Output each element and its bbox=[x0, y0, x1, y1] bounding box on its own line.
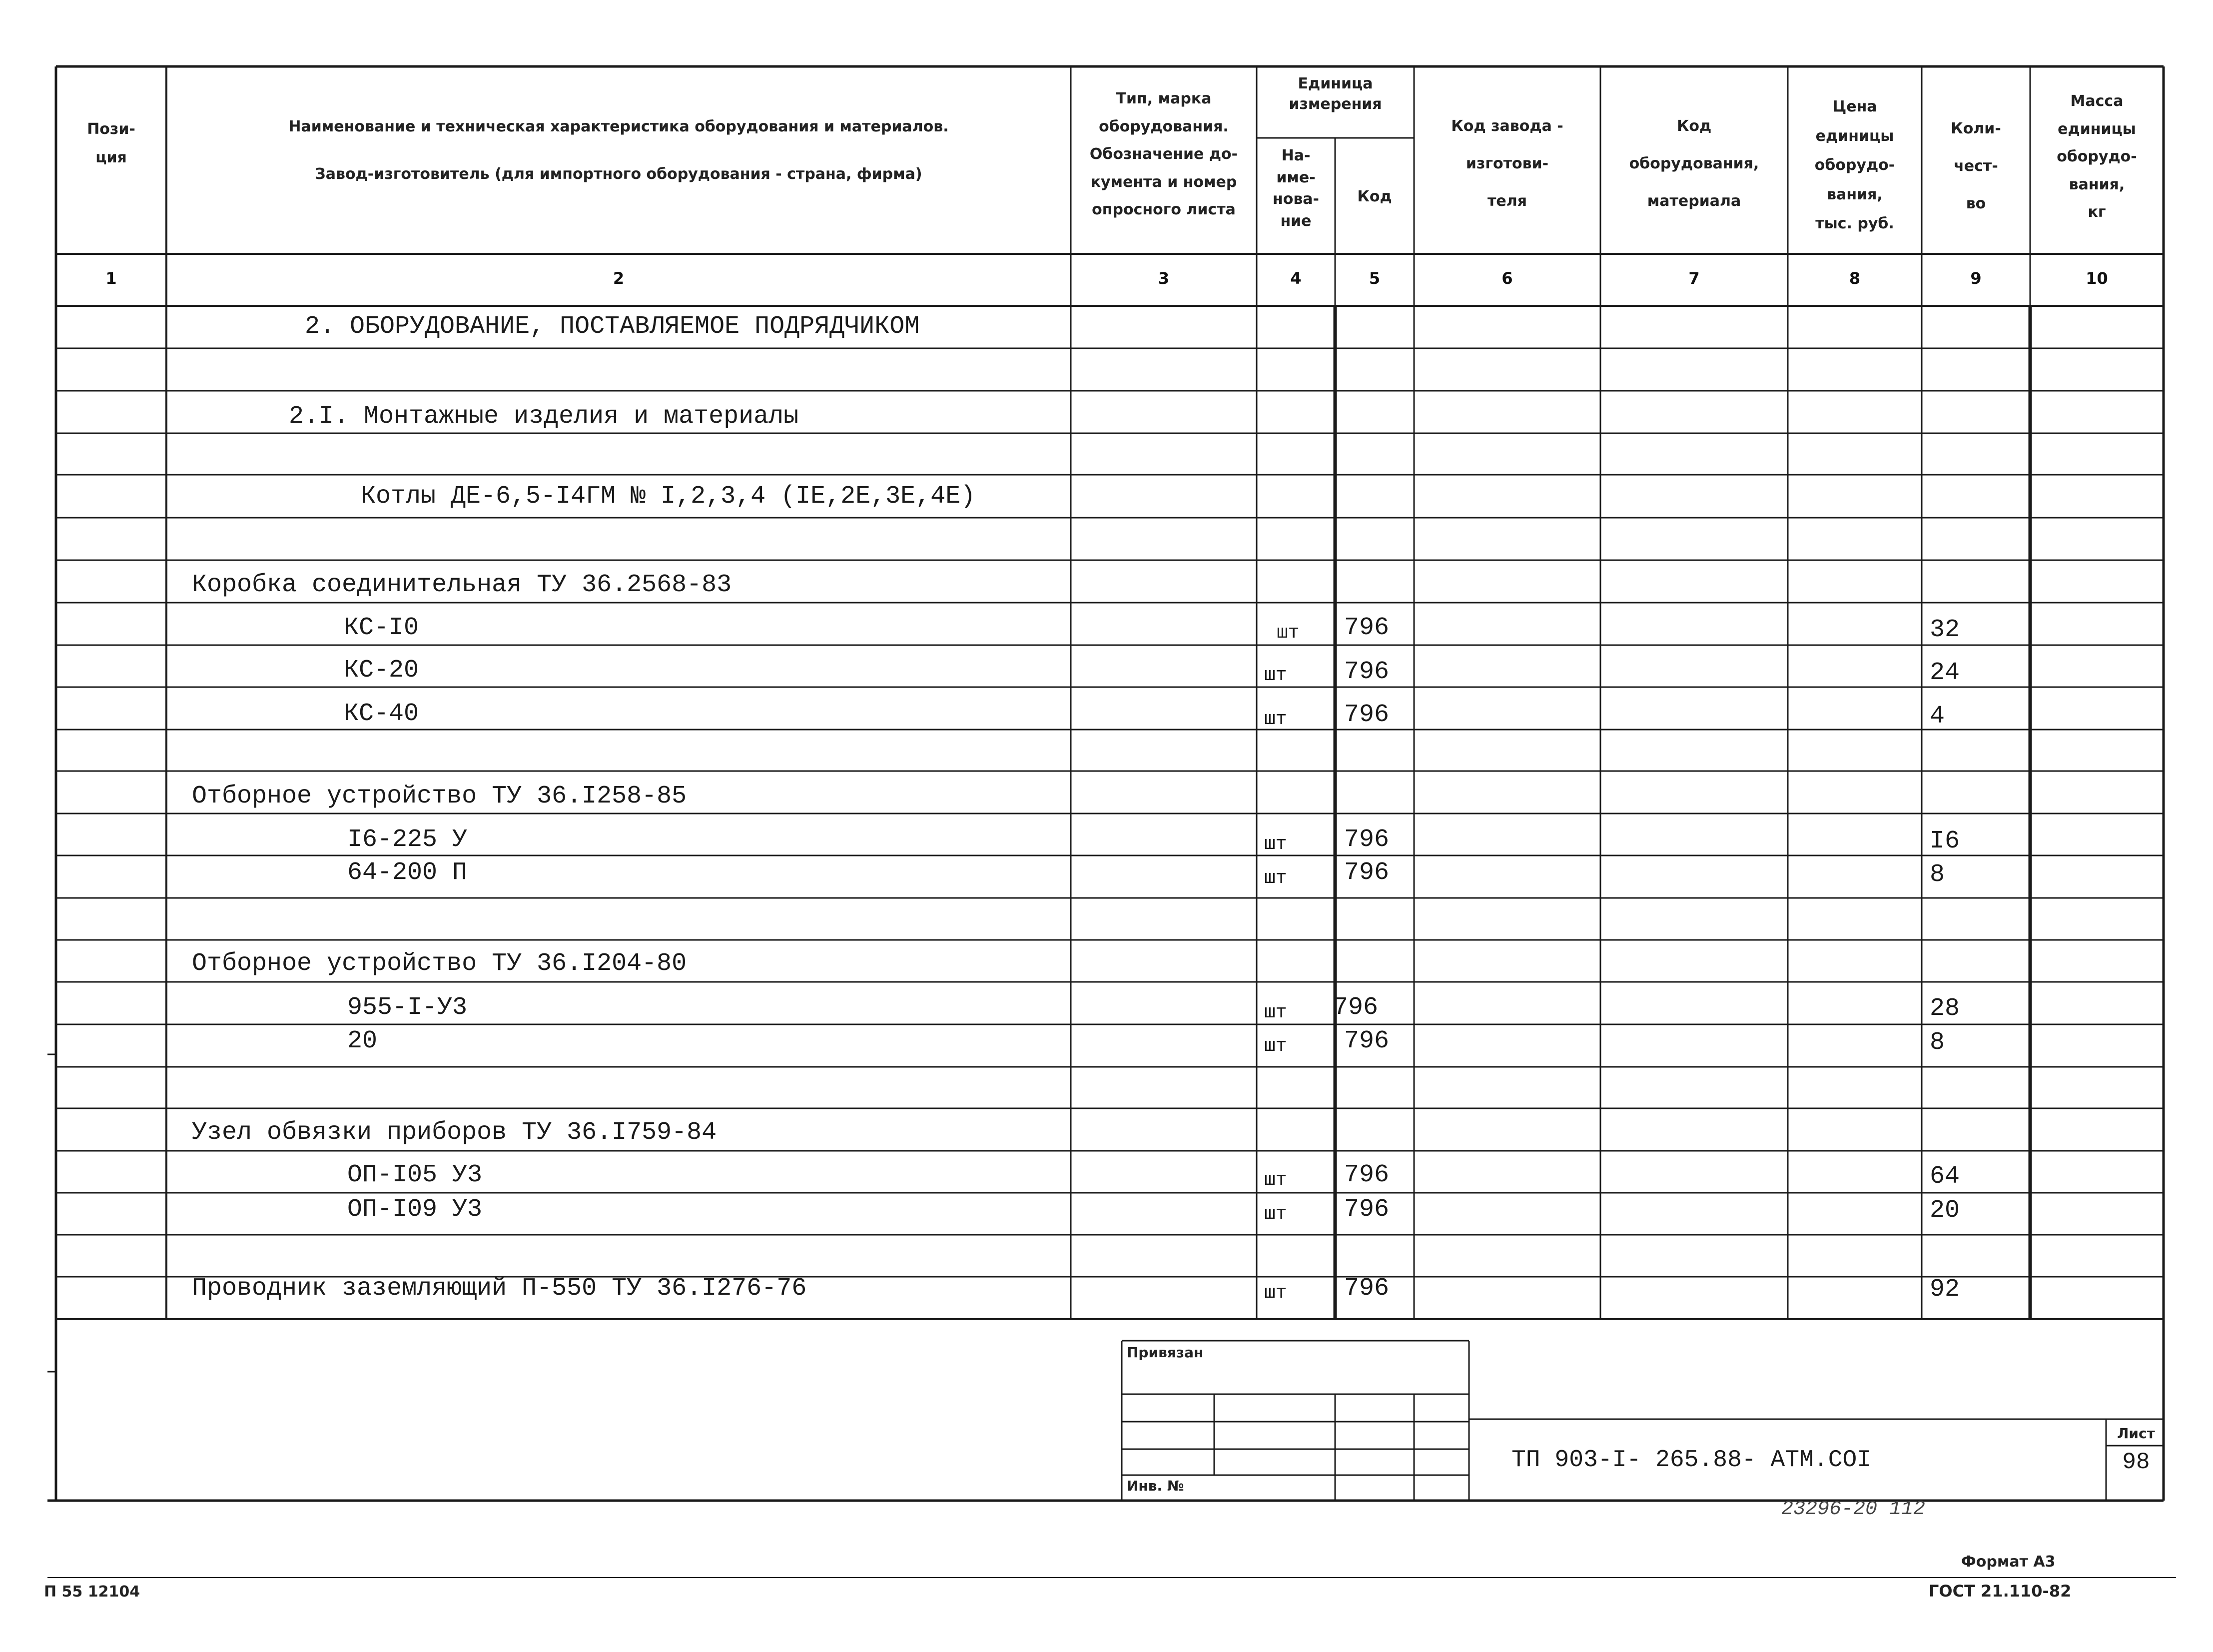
item-code: 796 bbox=[1333, 993, 1379, 1022]
item-quantity: 8 bbox=[1930, 1028, 1945, 1057]
item-quantity: 92 bbox=[1930, 1275, 1960, 1304]
column-number: 1 bbox=[105, 269, 117, 288]
item-name: КС-40 bbox=[344, 700, 419, 728]
item-code: 796 bbox=[1344, 1161, 1390, 1189]
item-name: Узел обвязки приборов ТУ 36.I759-84 bbox=[192, 1118, 717, 1147]
item-name: ОП-I09 У3 bbox=[347, 1195, 483, 1224]
item-name: Отборное устройство ТУ 36.I258-85 bbox=[192, 782, 687, 811]
item-code: 796 bbox=[1344, 1274, 1390, 1303]
item-name: 20 bbox=[347, 1027, 378, 1055]
footer-code: П 55 12104 bbox=[44, 1583, 140, 1601]
column-number: 6 bbox=[1501, 269, 1513, 288]
header-unit-group: Единица измерения bbox=[1289, 75, 1382, 113]
column-number: 3 bbox=[1158, 269, 1170, 288]
item-quantity: 24 bbox=[1930, 659, 1960, 687]
item-name: Отборное устройство ТУ 36.I204-80 bbox=[192, 949, 687, 978]
header-factory-code: Код завода - изготови- теля bbox=[1451, 117, 1563, 210]
item-name: I6-225 У bbox=[347, 826, 468, 854]
item-unit: шт bbox=[1264, 867, 1287, 889]
item-code: 796 bbox=[1344, 858, 1390, 887]
column-number: 10 bbox=[2086, 269, 2108, 288]
group-title: Котлы ДЕ-6,5-I4ГМ № I,2,3,4 (IE,2E,3E,4E) bbox=[361, 482, 976, 511]
column-number: 9 bbox=[1970, 269, 1982, 288]
header-type: Тип, марка оборудования. Обозначение до- кумента и номер опросного листа bbox=[1089, 90, 1238, 218]
header-mass: Масса единицы оборудо- вания, кг bbox=[2057, 92, 2137, 221]
inventory-label: Инв. № bbox=[1127, 1478, 1184, 1494]
item-quantity: 28 bbox=[1930, 994, 1960, 1023]
header-unit-code: Код bbox=[1357, 188, 1392, 205]
column-number: 5 bbox=[1369, 269, 1381, 288]
gost-label: ГОСТ 21.110-82 bbox=[1929, 1582, 2072, 1601]
item-quantity: 64 bbox=[1930, 1162, 1960, 1191]
header-position: Пози- ция bbox=[87, 120, 135, 166]
item-quantity: 4 bbox=[1930, 702, 1945, 731]
column-number: 8 bbox=[1849, 269, 1861, 288]
item-code: 796 bbox=[1344, 826, 1390, 854]
item-name: КС-20 bbox=[344, 656, 419, 685]
item-unit: шт bbox=[1264, 833, 1287, 855]
item-code: 796 bbox=[1344, 1027, 1390, 1055]
sheet-number: 98 bbox=[2122, 1449, 2150, 1475]
column-number: 7 bbox=[1688, 269, 1700, 288]
item-name: 64-200 П bbox=[347, 858, 468, 887]
item-name: Коробка соединительная ТУ 36.2568-83 bbox=[192, 571, 732, 599]
item-quantity: I6 bbox=[1930, 827, 1960, 855]
sheet-label: Лист bbox=[2117, 1425, 2155, 1442]
item-unit: шт bbox=[1264, 1282, 1287, 1304]
section-title: 2. ОБОРУДОВАНИЕ, ПОСТАВЛЯЕМОЕ ПОДРЯДЧИКОМ bbox=[305, 312, 920, 341]
header-price: Цена единицы оборудо- вания, тыс. руб. bbox=[1814, 98, 1895, 232]
item-unit: шт bbox=[1264, 1002, 1287, 1023]
item-name: 955-I-У3 bbox=[347, 993, 468, 1022]
item-unit: шт bbox=[1264, 709, 1287, 730]
item-code: 796 bbox=[1344, 701, 1390, 729]
header-name-line1: Наименование и техническая характеристика оборудования и материалов. bbox=[288, 118, 949, 135]
handwritten-number: 23296-20 112 bbox=[1781, 1498, 1926, 1521]
item-quantity: 32 bbox=[1930, 616, 1960, 644]
item-name: ОП-I05 У3 bbox=[347, 1161, 483, 1189]
item-code: 796 bbox=[1344, 614, 1390, 642]
attached-label: Привязан bbox=[1127, 1344, 1204, 1361]
header-quantity: Коли- чест- во bbox=[1951, 120, 2001, 212]
item-name: КС-I0 bbox=[344, 614, 419, 642]
item-unit: шт bbox=[1264, 1035, 1287, 1057]
item-name: Проводник заземляющий П-550 ТУ 36.I276-76 bbox=[192, 1274, 807, 1303]
item-unit: шт bbox=[1264, 1203, 1287, 1225]
subsection-title: 2.I. Монтажные изделия и материалы bbox=[289, 402, 799, 431]
header-unit-name: На- име- нова- ние bbox=[1272, 147, 1320, 230]
header-name-line2: Завод-изготовитель (для импортного оборудования - страна, фирма) bbox=[315, 165, 922, 183]
column-number: 4 bbox=[1290, 269, 1302, 288]
header-equipment-code: Код оборудования, материала bbox=[1629, 117, 1759, 210]
item-unit: шт bbox=[1264, 665, 1287, 686]
document-code: ТП 903-I- 265.88- АТМ.COI bbox=[1511, 1447, 1872, 1474]
item-unit: шт bbox=[1264, 1169, 1287, 1191]
column-number: 2 bbox=[613, 269, 625, 288]
format-label: Формат А3 bbox=[1961, 1553, 2056, 1571]
item-code: 796 bbox=[1344, 658, 1390, 686]
item-quantity: 8 bbox=[1930, 860, 1945, 889]
item-code: 796 bbox=[1344, 1195, 1390, 1224]
item-unit: шт bbox=[1277, 622, 1300, 644]
item-quantity: 20 bbox=[1930, 1196, 1960, 1225]
